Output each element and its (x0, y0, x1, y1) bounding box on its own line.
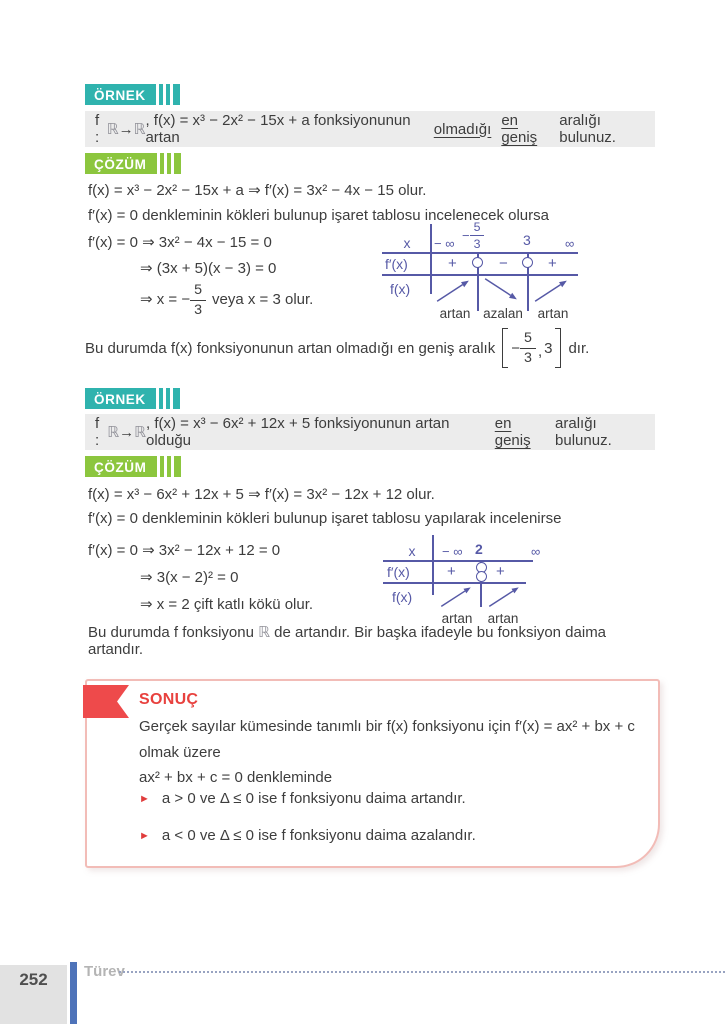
badge-stripe-icon (159, 388, 163, 409)
fraction-numerator: 5 (194, 282, 203, 299)
badge-stripe-icon (159, 84, 163, 105)
solution-line: f′(x) = 0 denkleminin kökleri bulunup işaret tablosu incelenecek olursa (88, 207, 549, 224)
statement-text: → (119, 423, 135, 441)
increase-arrow-icon (486, 583, 522, 609)
badge-stripe-icon (166, 388, 170, 409)
equation-step: f′(x) = 0 ⇒ 3x² − 12x + 12 = 0 (88, 542, 281, 559)
decrease-arrow-icon (482, 276, 520, 304)
bullet-text: a > 0 ve Δ ≤ 0 ise f fonksiyonu daima artandır. (161, 790, 466, 807)
equation-step (140, 282, 313, 318)
conclusion-text: Bu durumda f(x) fonksiyonunun artan olmadığı en geniş aralık (85, 339, 496, 357)
badge-stripe-icon (167, 153, 171, 174)
example-badge-label: ÖRNEK (85, 388, 156, 409)
pos-infinity: ∞ (531, 544, 541, 559)
underlined-text: en geniş (494, 415, 531, 449)
badge-stripe-icon (174, 153, 181, 174)
sign-plus: + (447, 563, 456, 580)
equation-step: f′(x) = 0 ⇒ 3x² − 4x − 15 = 0 (88, 234, 272, 251)
result-equation: ax² + bx + c = 0 denkleminde (139, 769, 333, 786)
badge-stripe-icon (160, 456, 164, 477)
neg-infinity: − ∞ (434, 236, 455, 251)
behavior-label: artan (441, 611, 473, 626)
increase-arrow-icon (434, 276, 472, 304)
problem-statement-2 (85, 414, 655, 450)
badge-stripe-icon (173, 388, 180, 409)
interval-separator: , (537, 342, 543, 360)
reals-symbol: ℝ (106, 120, 119, 138)
table-line (432, 535, 434, 595)
neg-infinity: − ∞ (442, 544, 463, 559)
sign-table-2 (383, 535, 553, 627)
behavior-label: artan (537, 306, 569, 321)
fraction (190, 283, 206, 317)
result-bullet (139, 790, 466, 807)
pos-infinity: ∞ (565, 236, 575, 251)
behavior-label: azalan (483, 306, 523, 321)
fraction-numerator: 5 (524, 330, 532, 347)
statement-text: aralığı bulunuz. (555, 415, 612, 449)
underlined-text: olmadığı (433, 120, 492, 138)
equation-text: ⇒ x = − (140, 291, 191, 308)
equation-step: ⇒ x = 2 çift katlı kökü olur. (140, 596, 314, 613)
conclusion-text: Bu durumda f fonksiyonu (88, 624, 259, 641)
bullet-text: a < 0 ve Δ ≤ 0 ise f fonksiyonu daima azalandır. (161, 827, 476, 844)
minus-sign: − (462, 228, 470, 244)
reals-symbol: ℝ (258, 623, 270, 641)
badge-stripe-icon (160, 153, 164, 174)
reals-symbol: ℝ (107, 423, 120, 441)
sign-minus: − (499, 255, 508, 272)
statement-text: f : (95, 112, 100, 146)
fraction-numerator: 5 (473, 220, 481, 234)
reals-symbol: ℝ (134, 423, 146, 441)
conclusion-2 (88, 623, 658, 658)
increase-arrow-icon (438, 583, 474, 609)
table-line (430, 224, 432, 294)
root-circle-icon (522, 257, 533, 268)
example-badge-1 (85, 84, 180, 105)
root-value: 2 (475, 541, 483, 557)
sign-table-1 (382, 220, 582, 322)
fraction (520, 331, 536, 365)
section-title: Türev (84, 963, 125, 980)
statement-text: f : (95, 415, 100, 449)
behavior-label: artan (487, 611, 519, 626)
result-title: SONUÇ (139, 691, 199, 708)
result-box (85, 679, 660, 868)
root-fraction (462, 221, 484, 251)
result-paragraph: Gerçek sayılar kümesinde tanımlı bir f(x) fonksiyonu için f′(x) = ax² + bx + c olmak üzere (139, 718, 635, 761)
badge-stripe-icon (167, 456, 171, 477)
solution-line: f(x) = x³ − 6x² + 12x + 5 ⇒ f′(x) = 3x² − 12x + 12 olur. (88, 486, 435, 503)
fraction-denominator: 3 (470, 235, 485, 250)
footer-accent-bar (70, 962, 77, 1024)
result-bullet (139, 827, 476, 844)
behavior-label: artan (439, 306, 471, 321)
table-row-f: f(x) (392, 589, 413, 605)
right-bracket-icon (555, 328, 561, 368)
statement-text: , f(x) = x³ − 6x² + 12x + 5 fonksiyonunun artan olduğu (145, 415, 450, 449)
solution-line: f′(x) = 0 denkleminin kökleri bulunup işaret tablosu yapılarak incelenirse (88, 510, 562, 527)
root-value: 3 (523, 232, 531, 248)
minus-sign: − (511, 339, 520, 357)
badge-stripe-icon (174, 456, 181, 477)
ribbon-icon (83, 685, 129, 718)
solution-badge-1 (85, 153, 181, 174)
interval-endpoint: 3 (544, 339, 553, 357)
solution-line: f(x) = x³ − 2x² − 15x + a ⇒ f′(x) = 3x² − 4x − 15 olur. (88, 182, 427, 199)
sign-plus: + (496, 563, 505, 580)
underlined-text: en geniş (501, 112, 538, 146)
sign-plus: + (548, 255, 557, 272)
example-badge-label: ÖRNEK (85, 84, 156, 105)
table-row-fprime: f′(x) (387, 564, 410, 580)
conclusion-1 (85, 328, 589, 368)
table-line (382, 252, 578, 254)
increase-arrow-icon (532, 276, 570, 304)
interval-content (508, 331, 555, 365)
root-circle-icon (472, 257, 483, 268)
root-circle-icon (476, 571, 487, 582)
equation-step: ⇒ (3x + 5)(x − 3) = 0 (140, 260, 277, 277)
example-badge-2 (85, 388, 180, 409)
problem-statement-1 (85, 111, 655, 147)
bullet-triangle-icon: ► (139, 793, 150, 805)
conclusion-text: de artandır. Bir başka ifadeyle bu fonksiyon daima artandır. (88, 624, 607, 658)
reals-symbol: ℝ (133, 120, 146, 138)
table-line (383, 560, 533, 562)
badge-stripe-icon (173, 84, 180, 105)
solution-steps-1 (88, 230, 313, 318)
fraction-denominator: 3 (520, 348, 536, 365)
table-header-x: x (408, 543, 416, 559)
page-number: 252 (19, 970, 48, 989)
fraction-denominator: 3 (190, 300, 206, 317)
page-number-box (0, 965, 67, 1024)
solution-badge-label: ÇÖZÜM (85, 456, 157, 477)
solution-steps-2 (88, 537, 313, 618)
bullet-triangle-icon: ► (139, 830, 150, 842)
conclusion-text: dır. (568, 339, 590, 357)
statement-text: → (118, 120, 134, 138)
statement-text: , f(x) = x³ − 2x² − 15x + a fonksiyonunun artan (145, 112, 411, 146)
statement-text: aralığı bulunuz. (559, 112, 616, 146)
table-row-fprime: f′(x) (385, 256, 408, 272)
footer-dotted-line (119, 965, 725, 973)
solution-badge-2 (85, 456, 181, 477)
table-row-f: f(x) (390, 281, 411, 297)
equation-text: veya x = 3 olur. (212, 291, 314, 308)
sign-plus: + (448, 255, 457, 272)
badge-stripe-icon (166, 84, 170, 105)
table-header-x: x (403, 235, 411, 251)
solution-badge-label: ÇÖZÜM (85, 153, 157, 174)
equation-step: ⇒ 3(x − 2)² = 0 (140, 569, 239, 586)
